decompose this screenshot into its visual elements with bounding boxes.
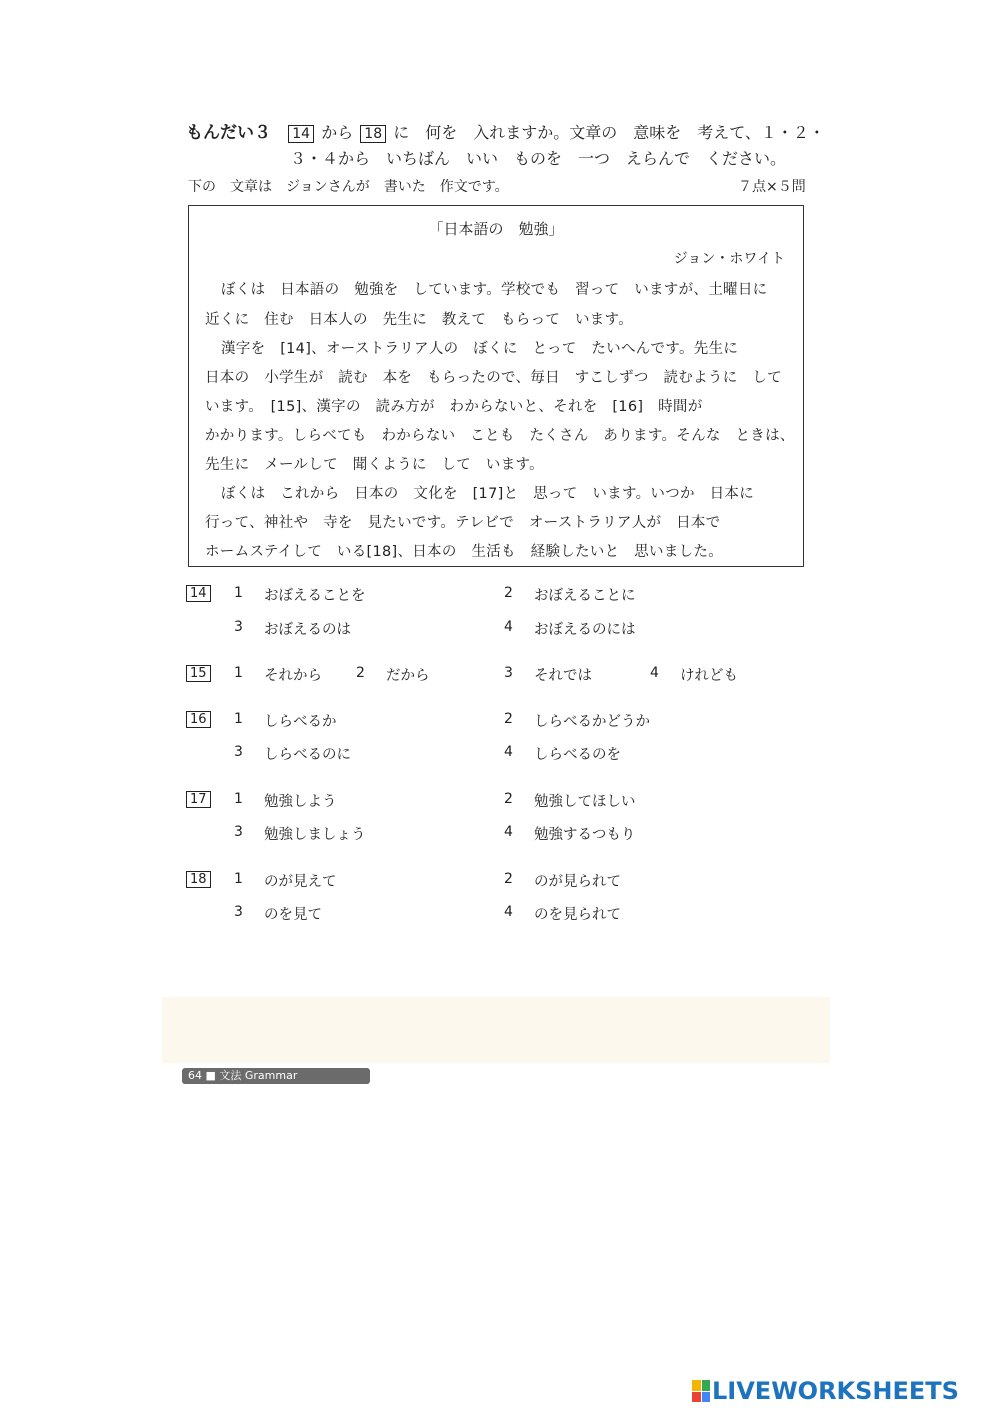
blank-number-start: 14 — [288, 125, 314, 143]
essay-line: ぼくは 日本語の 勉強を しています。学校でも 習って いますが、土曜日に — [221, 282, 768, 298]
option-text[interactable]: しらべるかどうか — [534, 714, 650, 730]
essay-line: ぼくは これから 日本の 文化を [17]と 思って います。いつか 日本に — [221, 486, 755, 502]
question-number-15: 15 — [186, 665, 211, 682]
option-number: 3 — [234, 744, 243, 760]
option-number: 4 — [504, 824, 513, 840]
header-line-2: ３・４から いちばん いい ものを 一つ えらんで ください。 — [290, 149, 787, 168]
essay-line: 漢字を [14]、オーストラリア人の ぼくに とって たいへんです。先生に — [221, 341, 739, 357]
option-number: 3 — [234, 619, 243, 635]
logo-mark-icon — [692, 1380, 710, 1402]
option-number: 2 — [504, 791, 513, 807]
essay-line: 先生に メールして 聞くように して います。 — [205, 457, 544, 473]
option-text[interactable]: だから — [386, 668, 430, 684]
essay-title: 「日本語の 勉強」 — [428, 220, 564, 238]
question-header — [186, 118, 825, 168]
option-text[interactable]: おぼえることに — [534, 588, 636, 604]
question-number-14: 14 — [186, 585, 211, 602]
option-text[interactable]: それでは — [534, 668, 592, 684]
footer-band — [162, 997, 830, 1063]
option-number: 1 — [234, 665, 243, 681]
option-number: 3 — [234, 904, 243, 920]
blank-number-end: 18 — [360, 125, 386, 143]
header-text-b: に 何を 入れますか。文章の 意味を 考えて、１・２・ — [393, 123, 825, 142]
option-text[interactable]: おぼえるのは — [264, 622, 351, 638]
essay-line: います。 [15]、漢字の 読み方が わからないと、それを [16] 時間が — [205, 399, 703, 415]
option-number: 1 — [234, 791, 243, 807]
question-number-16: 16 — [186, 711, 211, 728]
option-number: 2 — [504, 871, 513, 887]
logo-text: LIVEWORKSHEETS — [712, 1377, 959, 1405]
option-text[interactable]: しらべるのに — [264, 747, 351, 763]
intro-text: 下の 文章は ジョンさんが 書いた 作文です。 — [188, 179, 509, 195]
question-number-17: 17 — [186, 791, 211, 808]
option-text[interactable]: おぼえるのには — [534, 622, 636, 638]
option-text[interactable]: のを見られて — [534, 907, 621, 923]
essay-line: ホームステイして いる[18]、日本の 生活も 経験したいと 思いました。 — [205, 544, 724, 560]
option-text[interactable]: 勉強しよう — [264, 794, 337, 810]
points-label: ７点×５問 — [738, 179, 806, 195]
option-text[interactable]: おぼえることを — [264, 588, 366, 604]
option-number: 2 — [504, 585, 513, 601]
essay-box — [188, 205, 804, 567]
option-text[interactable]: のが見えて — [264, 874, 337, 890]
header-text-a: から — [321, 123, 354, 142]
option-number: 1 — [234, 871, 243, 887]
question-number-18: 18 — [186, 871, 211, 888]
option-text[interactable]: のを見て — [264, 907, 322, 923]
option-text[interactable]: しらべるか — [264, 714, 337, 730]
option-text[interactable]: 勉強するつもり — [534, 827, 636, 843]
option-text[interactable]: けれども — [680, 668, 738, 684]
essay-line: 行って、神社や 寺を 見たいです。テレビで オーストラリア人が 日本で — [205, 515, 721, 531]
option-text[interactable]: 勉強しましょう — [264, 827, 366, 843]
option-number: 2 — [356, 665, 365, 681]
option-number: 1 — [234, 585, 243, 601]
option-text[interactable]: しらべるのを — [534, 747, 621, 763]
option-number: 4 — [504, 744, 513, 760]
option-number: 1 — [234, 711, 243, 727]
section-label: もんだい３ — [186, 123, 271, 143]
option-number: 4 — [504, 904, 513, 920]
option-number: 3 — [504, 665, 513, 681]
option-number: 2 — [504, 711, 513, 727]
option-text[interactable]: のが見られて — [534, 874, 621, 890]
essay-line: 近くに 住む 日本人の 先生に 教えて もらって います。 — [205, 312, 634, 328]
option-number: 4 — [650, 665, 659, 681]
liveworksheets-logo — [692, 1378, 959, 1404]
essay-line: 日本の 小学生が 読む 本を もらったので、毎日 すこしずつ 読むように して — [205, 370, 782, 386]
option-text[interactable]: 勉強してほしい — [534, 794, 636, 810]
option-number: 3 — [234, 824, 243, 840]
option-number: 4 — [504, 619, 513, 635]
essay-author: ジョン・ホワイト — [673, 251, 785, 267]
essay-line: かかります。しらべても わからない ことも たくさん あります。そんな ときは、 — [205, 428, 795, 444]
option-text[interactable]: それから — [264, 668, 322, 684]
page-label: 64 ■ 文法 Grammar — [182, 1068, 370, 1084]
